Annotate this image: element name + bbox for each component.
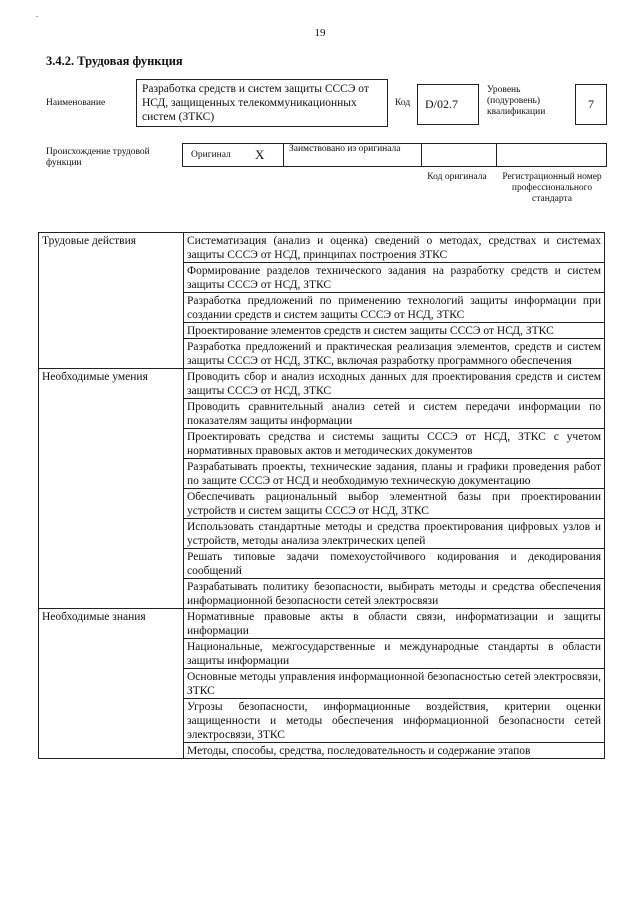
- item-cell: Решать типовые задачи помехоустойчивого кодирования и декодирования сообщений: [184, 549, 605, 579]
- category-cell: Необходимые знания: [39, 609, 184, 759]
- item-cell: Проектировать средства и системы защиты СССЭ от НСД, ЗТКС с учетом нормативных правовых актов и методических документов: [184, 429, 605, 459]
- name-value: Разработка средств и систем защиты СССЭ от НСД, защищенных телекоммуникационных систем (ЗТКС): [136, 79, 388, 127]
- item-cell: Проводить сравнительный анализ сетей и систем передачи информации по показателям защиты информации: [184, 399, 605, 429]
- page-number: 19: [314, 27, 326, 39]
- category-cell: Необходимые умения: [39, 369, 184, 609]
- item-cell: Использовать стандартные методы и средства проектирования цифровых узлов и устройств, методы анализа электрических цепей: [184, 519, 605, 549]
- item-cell: Национальные, межгосударственные и международные стандарты в области защиты информации: [184, 639, 605, 669]
- divider: [283, 144, 284, 167]
- item-cell: Основные методы управления информационной безопасностью сетей электросвязи, ЗТКС: [184, 669, 605, 699]
- item-cell: Угрозы безопасности, информационные воздействия, критерии оценки защищенности и методы обеспечения информационной безопасности сетей электросвязи, ЗТКС: [184, 699, 605, 743]
- name-label: Наименование: [46, 98, 106, 108]
- section-title: 3.4.2. Трудовая функция: [46, 54, 183, 68]
- code-label: Код: [395, 98, 411, 108]
- table-row: [39, 369, 605, 399]
- original-label: Оригинал: [191, 150, 231, 160]
- reg-number-label: Регистрационный номер профессионального стандарта: [502, 172, 602, 204]
- item-cell: Нормативные правовые акты в области связи, информатизации и защиты информации: [184, 609, 605, 639]
- item-cell: Разрабатывать проекты, технические задания, планы и графики проведения работ по защите СССЭ от НСД и необходимую техническую документацию: [184, 459, 605, 489]
- borrowed-label: Заимствовано из оригинала: [289, 144, 401, 154]
- origin-row: [182, 143, 607, 167]
- item-cell: Проводить сбор и анализ исходных данных для проектирования средств и систем защиты СССЭ от НСД, ЗТКС: [184, 369, 605, 399]
- category-cell: Трудовые действия: [39, 233, 184, 369]
- scan-mark: .: [36, 10, 38, 19]
- divider: [496, 144, 497, 167]
- divider: [421, 144, 422, 167]
- item-cell: Обеспечивать рациональный выбор элементной базы при проектировании устройств и систем защиты СССЭ от НСД, ЗТКС: [184, 489, 605, 519]
- code-original-label: Код оригинала: [427, 172, 487, 182]
- item-cell: Разработка предложений и практическая реализация элементов, средств и систем защиты СССЭ от НСД, ЗТКС, включая разработку программного обеспечения: [184, 339, 605, 369]
- item-cell: Формирование разделов технического задания на разработку средств и систем защиты СССЭ от НСД, ЗТКС: [184, 263, 605, 293]
- function-table: [38, 232, 605, 759]
- item-cell: Систематизация (анализ и оценка) сведений о методах, средствах и системах защиты СССЭ от НСД, принципах построения ЗТКС: [184, 233, 605, 263]
- level-value: 7: [575, 84, 607, 125]
- table-row: [39, 233, 605, 263]
- table-row: [39, 609, 605, 639]
- item-cell: Методы, способы, средства, последовательность и содержание этапов: [184, 743, 605, 759]
- item-cell: Разработка предложений по применению технологий защиты информации при создании средств и систем защиты СССЭ от НСД, ЗТКС: [184, 293, 605, 323]
- item-cell: Разрабатывать политику безопасности, выбирать методы и средства обеспечения информационной безопасности сетей электросвязи: [184, 579, 605, 609]
- code-value: D/02.7: [417, 84, 479, 125]
- origin-label: Происхождение трудовой функции: [46, 147, 150, 168]
- original-mark: X: [255, 147, 265, 162]
- level-label: Уровень (подуровень) квалификации: [487, 85, 546, 117]
- item-cell: Проектирование элементов средств и систем защиты СССЭ от НСД, ЗТКС: [184, 323, 605, 339]
